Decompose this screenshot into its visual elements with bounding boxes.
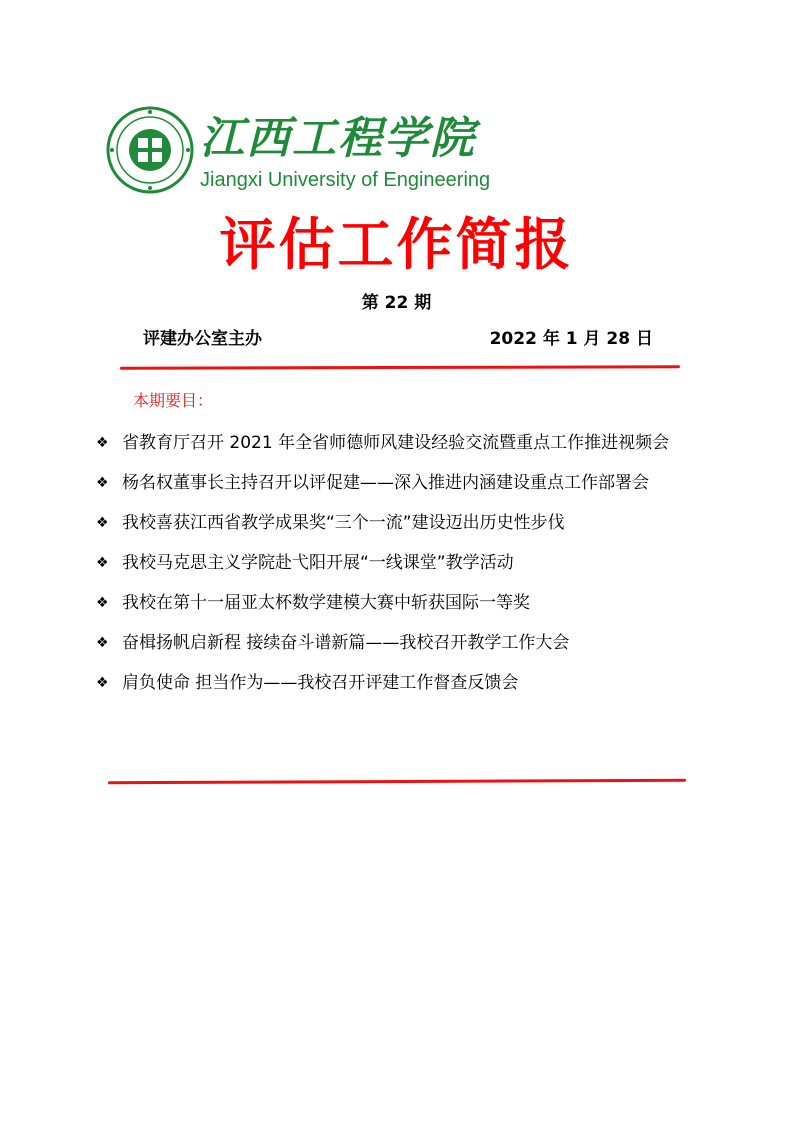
diamond-bullet-icon: ❖ [96, 515, 109, 531]
toc-item[interactable] [96, 584, 716, 622]
toc-item[interactable] [96, 544, 716, 582]
toc-item[interactable] [96, 664, 716, 702]
bottom-divider [108, 779, 686, 785]
university-logo [106, 106, 491, 198]
toc-item-text: 省教育厅召开 2021 年全省师德师风建设经验交流暨重点工作推进视频会 [122, 433, 670, 453]
toc-item[interactable] [96, 624, 716, 662]
toc-heading: 本期要目： [133, 391, 214, 410]
toc-item[interactable] [96, 424, 716, 462]
organizer: 评建办公室主办 [143, 329, 262, 349]
toc-item-text: 杨名权董事长主持召开以评促建——深入推进内涵建设重点工作部署会 [122, 473, 649, 493]
toc-item-text: 肩负使命 担当作为——我校召开评建工作督查反馈会 [122, 673, 519, 693]
diamond-bullet-icon: ❖ [96, 475, 109, 491]
diamond-bullet-icon: ❖ [96, 435, 109, 451]
publish-date: 2022 年 1 月 28 日 [489, 329, 653, 349]
toc-item-text: 奋楫扬帆启新程 接续奋斗谱新篇——我校召开教学工作大会 [122, 633, 570, 653]
toc-item[interactable] [96, 504, 716, 542]
university-name-en: Jiangxi University of Engineering [200, 169, 491, 191]
diamond-bullet-icon: ❖ [96, 595, 109, 611]
university-name-cn: 江西工程学院 [200, 113, 476, 164]
toc-item-text: 我校喜获江西省教学成果奖“三个一流”建设迈出历史性步伐 [122, 513, 565, 533]
diamond-bullet-icon: ❖ [96, 675, 109, 691]
toc-item-text: 我校在第十一届亚太杯数学建模大赛中斩获国际一等奖 [122, 593, 530, 613]
issue-number: 第 22 期 [361, 293, 432, 313]
toc-item-text: 我校马克思主义学院赴弋阳开展“一线课堂”教学活动 [122, 553, 514, 573]
diamond-bullet-icon: ❖ [96, 635, 109, 651]
top-divider [120, 365, 680, 369]
brief-title: 评估工作简报 [219, 213, 574, 278]
toc-list [96, 424, 716, 704]
university-seal-icon [106, 106, 194, 194]
toc-item[interactable] [96, 464, 716, 502]
diamond-bullet-icon: ❖ [96, 555, 109, 571]
